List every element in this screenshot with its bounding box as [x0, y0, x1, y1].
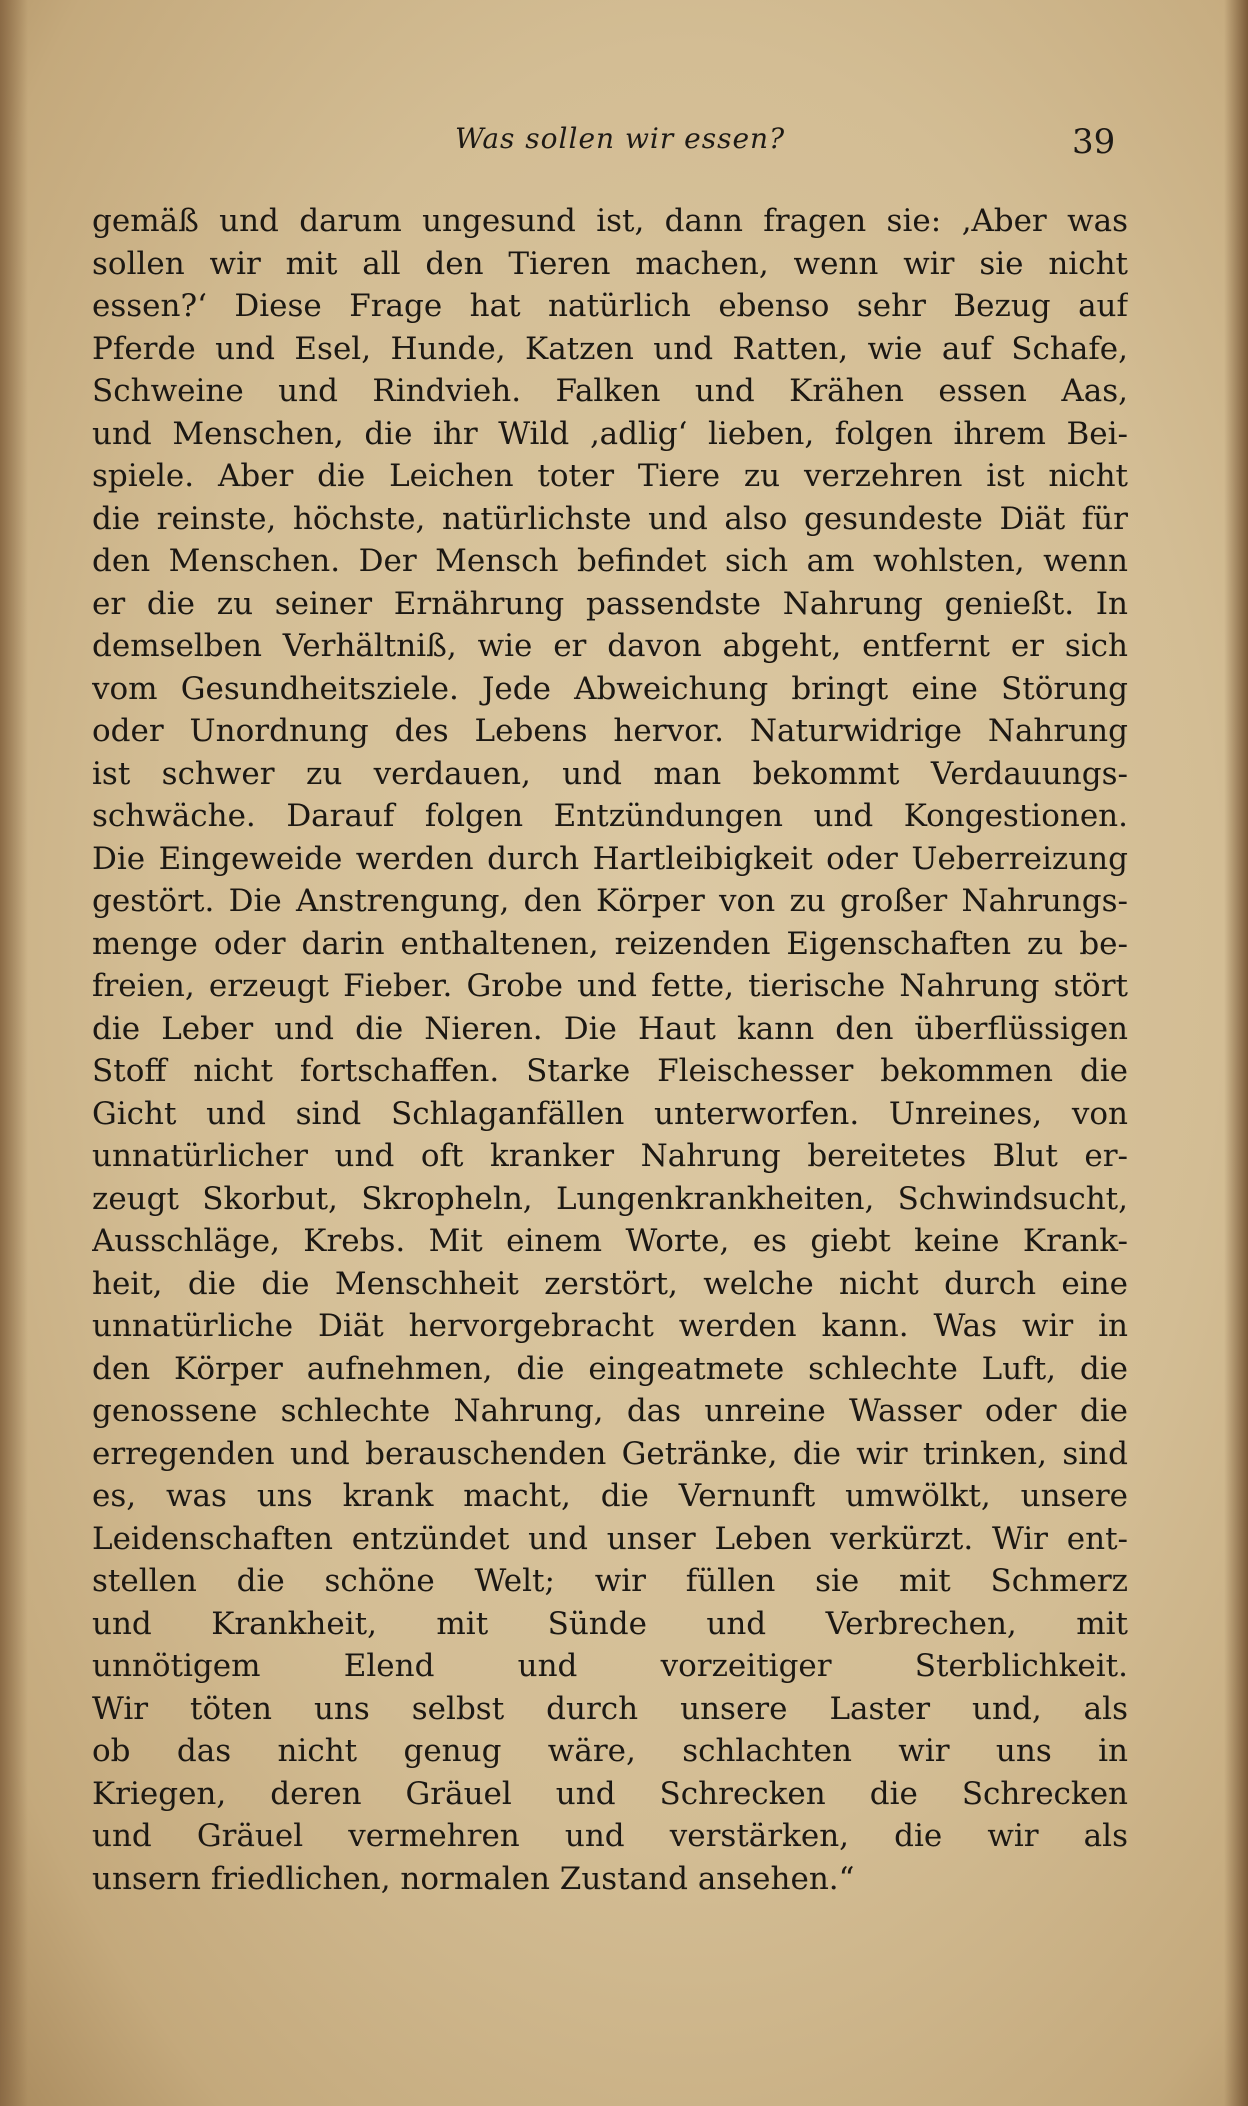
text-line: gestört. Die Anstrengung, den Körper von zu großer Nahrungs-: [92, 883, 1128, 919]
body-text: [92, 200, 1128, 1900]
text-line: Schweine und Rindvieh. Falken und Krähen essen Aas,: [92, 373, 1128, 409]
text-line: zeugt Skorbut, Skropheln, Lungenkrankheiten, Schwindsucht,: [92, 1180, 1128, 1217]
text-line: oder Unordnung des Lebens hervor. Naturwidrige Nahrung: [92, 713, 1128, 749]
text-line: heit, die die Menschheit zerstört, welche nicht durch eine: [92, 1265, 1128, 1302]
text-line: er die zu seiner Ernährung passendste Nahrung genießt. In: [92, 585, 1128, 622]
text-line: Ausschläge, Krebs. Mit einem Worte, es giebt keine Krank-: [92, 1223, 1128, 1259]
page-number: 39: [1072, 122, 1116, 162]
text-line: Stoff nicht fortschaffen. Starke Fleischesser bekommen die: [92, 1053, 1128, 1089]
text-line: vom Gesundheitsziele. Jede Abweichung bringt eine Störung: [92, 670, 1128, 707]
text-line: und Krankheit, mit Sünde und Verbrechen, mit: [92, 1605, 1128, 1642]
text-line: Leidenschaften entzündet und unser Leben verkürzt. Wir ent-: [92, 1520, 1128, 1557]
text-line: ist schwer zu verdauen, und man bekommt Verdauungs-: [92, 755, 1128, 792]
text-line: essen?‘ Diese Frage hat natürlich ebenso sehr Bezug auf: [92, 288, 1128, 324]
text-line: Kriegen, deren Gräuel und Schrecken die Schrecken: [92, 1775, 1128, 1812]
text-line: Gicht und sind Schlaganfällen unterworfen. Unreines, von: [92, 1095, 1128, 1132]
text-line: genossene schlechte Nahrung, das unreine Wasser oder die: [92, 1393, 1128, 1429]
text-line: Die Eingeweide werden durch Hartleibigkeit oder Ueberreizung: [92, 840, 1128, 877]
text-line: stellen die schöne Welt; wir füllen sie mit Schmerz: [92, 1563, 1128, 1599]
text-line: schwäche. Darauf folgen Entzündungen und Kongestionen.: [92, 798, 1128, 834]
text-line: gemäß und darum ungesund ist, dann fragen sie: ‚Aber was: [92, 203, 1128, 239]
text-line: demselben Verhältniß, wie er davon abgeht, entfernt er sich: [92, 628, 1128, 664]
text-line: den Körper aufnehmen, die eingeatmete schlechte Luft, die: [92, 1350, 1128, 1387]
text-line: den Menschen. Der Mensch befindet sich am wohlsten, wenn: [92, 543, 1128, 579]
text-line: unnötigem Elend und vorzeitiger Sterblichkeit.: [92, 1648, 1128, 1684]
text-line: Wir töten uns selbst durch unsere Laster und, als: [92, 1690, 1128, 1727]
text-line: die Leber und die Nieren. Die Haut kann den überflüssigen: [92, 1010, 1128, 1047]
text-line: spiele. Aber die Leichen toter Tiere zu verzehren ist nicht: [92, 458, 1128, 494]
running-head: [0, 122, 1248, 172]
text-line: die reinste, höchste, natürlichste und also gesundeste Diät für: [92, 500, 1128, 537]
text-line: Pferde und Esel, Hunde, Katzen und Ratten, wie auf Schafe,: [92, 330, 1128, 367]
running-title: Was sollen wir essen?: [455, 122, 786, 155]
text-line: sollen wir mit all den Tieren machen, wenn wir sie nicht: [92, 245, 1128, 282]
text-line: unnatürlicher und oft kranker Nahrung bereitetes Blut er-: [92, 1138, 1128, 1174]
text-line: es, was uns krank macht, die Vernunft umwölkt, unsere: [92, 1478, 1128, 1514]
text-line: unnatürliche Diät hervorgebracht werden kann. Was wir in: [92, 1308, 1128, 1344]
text-line: freien, erzeugt Fieber. Grobe und fette, tierische Nahrung stört: [92, 968, 1128, 1004]
text-line: und Gräuel vermehren und verstärken, die wir als: [92, 1818, 1128, 1854]
text-line: erregenden und berauschenden Getränke, die wir trinken, sind: [92, 1435, 1128, 1472]
text-line: menge oder darin enthaltenen, reizenden Eigenschaften zu be-: [92, 925, 1128, 962]
text-line: und Menschen, die ihr Wild ‚adlig‘ lieben, folgen ihrem Bei-: [92, 415, 1128, 452]
text-line: ob das nicht genug wäre, schlachten wir uns in: [92, 1733, 1128, 1769]
text-line-last: unsern friedlichen, normalen Zustand ansehen.“: [92, 1860, 855, 1897]
